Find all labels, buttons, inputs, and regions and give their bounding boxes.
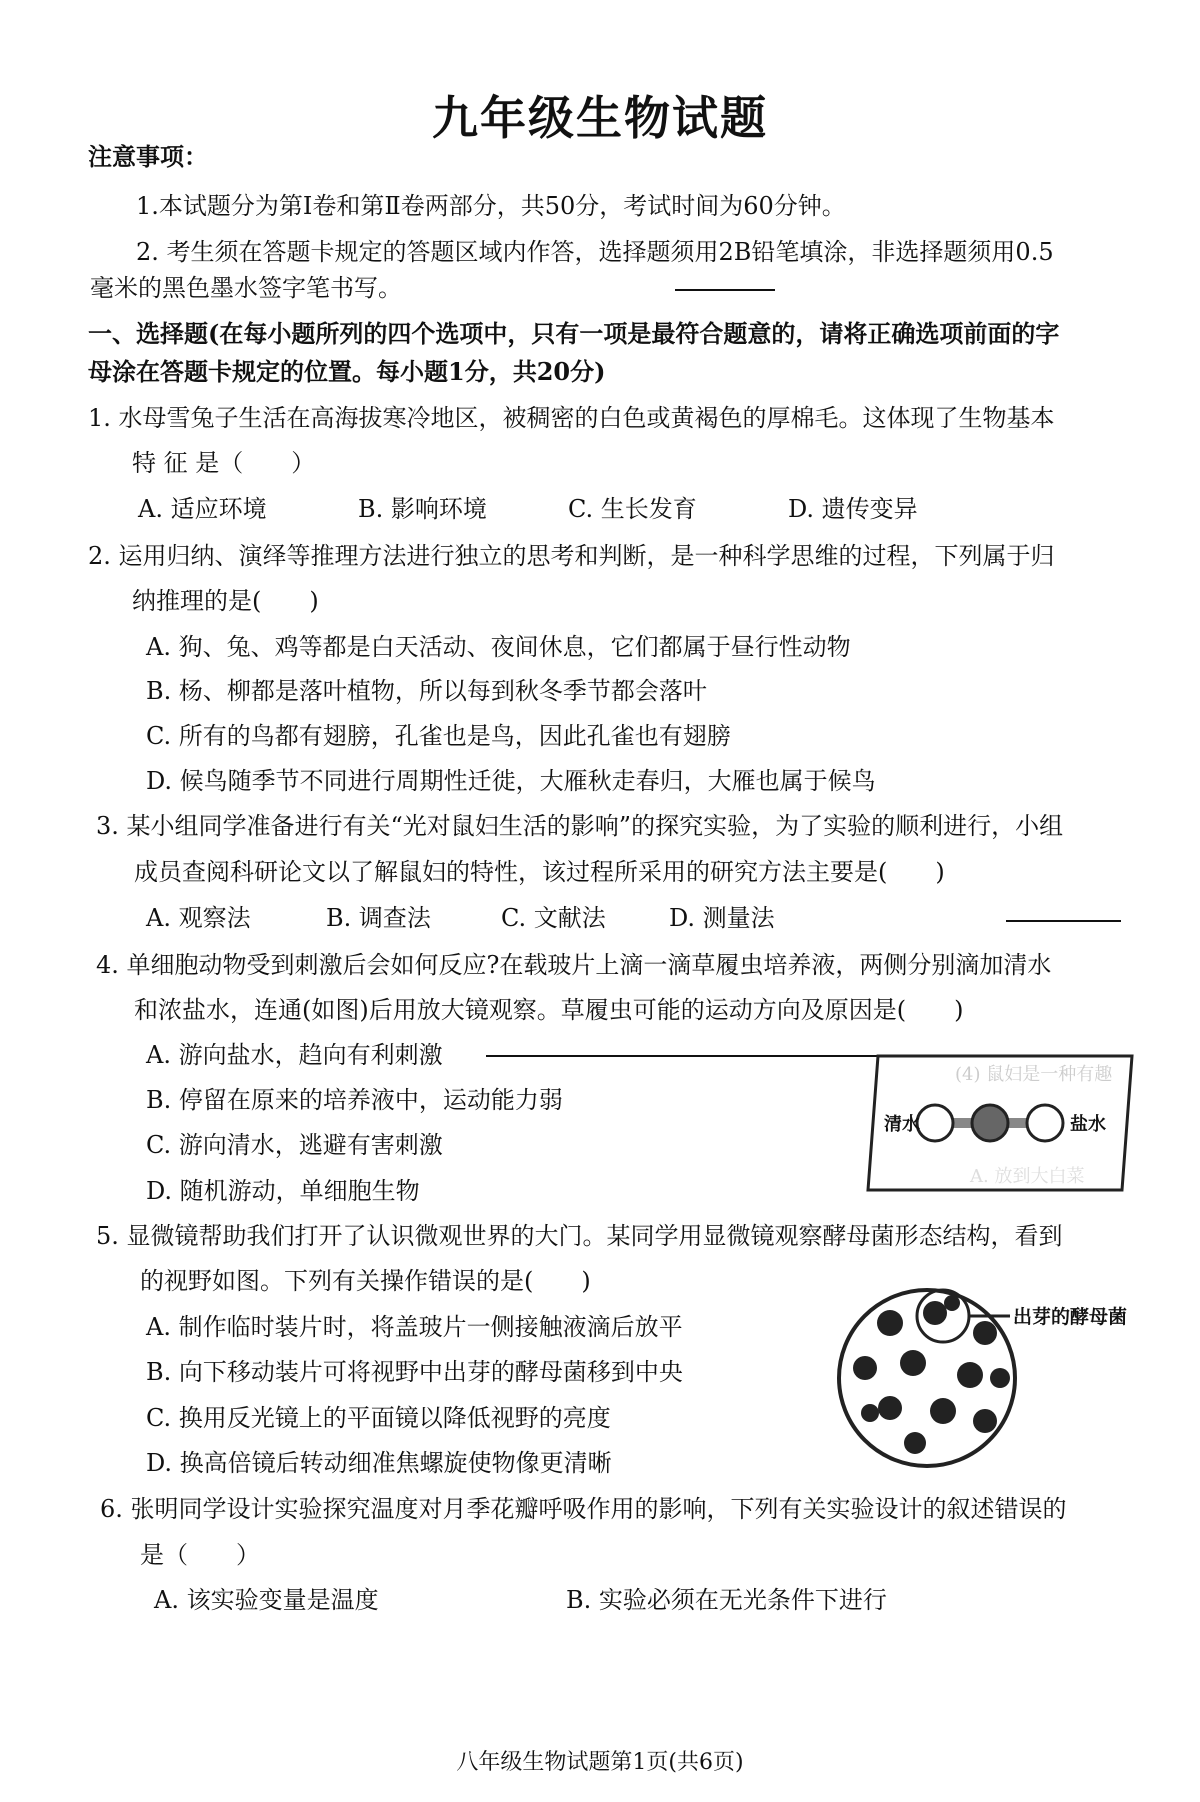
budding-yeast-label: 出芽的酵母菌 bbox=[1013, 1307, 1128, 1328]
question-4-stem-2: 和浓盐水，连通(如图)后用放大镜观察。草履虫可能的运动方向及原因是( ) bbox=[134, 996, 964, 1024]
question-2-option-c[interactable]: C. 所有的鸟都有翅膀，孔雀也是鸟，因此孔雀也有翅膀 bbox=[146, 722, 731, 750]
divider-line bbox=[1006, 920, 1121, 922]
question-3-stem: 3. 某小组同学准备进行有关“光对鼠妇生活的影响”的探究实验，为了实验的顺利进行，小组 bbox=[96, 812, 1064, 840]
question-5-stem-2: 的视野如图。下列有关操作错误的是( ) bbox=[140, 1267, 591, 1295]
notice-item-2b: 毫米的黑色墨水签字笔书写。 bbox=[90, 274, 402, 302]
question-2-option-a[interactable]: A. 狗、兔、鸡等都是白天活动、夜间休息，它们都属于昼行性动物 bbox=[146, 633, 851, 661]
option-a[interactable]: A. 该实验变量是温度 bbox=[154, 1586, 379, 1614]
question-5-option-c[interactable]: C. 换用反光镜上的平面镜以降低视野的亮度 bbox=[146, 1404, 611, 1432]
question-5-stem: 5. 显微镜帮助我们打开了认识微观世界的大门。某同学用显微镜观察酵母菌形态结构，看到 bbox=[96, 1222, 1063, 1250]
section-heading-1: 一、选择题(在每小题所列的四个选项中，只有一项是最符合题意的，请将正确选项前面的字 bbox=[88, 319, 1060, 348]
yeast-field-diagram bbox=[835, 1283, 1175, 1473]
option-c[interactable]: C. 文献法 bbox=[501, 904, 606, 932]
question-1-options bbox=[138, 494, 918, 524]
question-1-stem: 1. 水母雪兔子生活在高海拔寒冷地区，被稠密的白色或黄褐色的厚棉毛。这体现了生物基本 bbox=[88, 404, 1055, 432]
question-5-option-a[interactable]: A. 制作临时装片时，将盖玻片一侧接触液滴后放平 bbox=[146, 1313, 683, 1341]
microscope-view-figure bbox=[835, 1283, 1175, 1473]
question-4-option-a[interactable]: A. 游向盐水，趋向有利刺激 bbox=[146, 1041, 443, 1069]
question-2-stem-2: 纳推理的是( ) bbox=[132, 587, 319, 615]
question-5-option-b[interactable]: B. 向下移动装片可将视野中出芽的酵母菌移到中央 bbox=[146, 1358, 683, 1386]
slide-figure bbox=[860, 1050, 1140, 1196]
option-a[interactable]: A. 适应环境 bbox=[138, 495, 267, 523]
option-b[interactable]: B. 调查法 bbox=[326, 904, 431, 932]
option-b[interactable]: B. 实验必须在无光条件下进行 bbox=[566, 1586, 887, 1614]
option-a[interactable]: A. 观察法 bbox=[146, 904, 251, 932]
salt-water-label: 盐水 bbox=[1070, 1114, 1106, 1135]
question-5-option-d[interactable]: D. 换高倍镜后转动细准焦螺旋使物像更清晰 bbox=[146, 1449, 612, 1477]
question-2-stem: 2. 运用归纳、演绎等推理方法进行独立的思考和判断，是一种科学思维的过程，下列属于归 bbox=[88, 542, 1055, 570]
question-3-options bbox=[146, 903, 775, 933]
question-6-stem-2: 是（ ） bbox=[140, 1541, 260, 1569]
question-6-stem: 6. 张明同学设计实验探究温度对月季花瓣呼吸作用的影响，下列有关实验设计的叙述错误的 bbox=[100, 1495, 1067, 1523]
question-4-option-c[interactable]: C. 游向清水，逃避有害刺激 bbox=[146, 1131, 443, 1159]
svg-text:A. 放到大白菜: A. 放到大白菜 bbox=[970, 1166, 1085, 1187]
question-4-option-b[interactable]: B. 停留在原来的培养液中，运动能力弱 bbox=[146, 1086, 563, 1114]
question-3-stem-2: 成员查阅科研论文以了解鼠妇的特性，该过程所采用的研究方法主要是( ) bbox=[134, 858, 945, 886]
question-2-option-b[interactable]: B. 杨、柳都是落叶植物，所以每到秋冬季节都会落叶 bbox=[146, 677, 707, 705]
option-b[interactable]: B. 影响环境 bbox=[358, 495, 487, 523]
question-4-stem: 4. 单细胞动物受到刺激后会如何反应?在载玻片上滴一滴草履虫培养液，两侧分别滴加清水 bbox=[96, 951, 1052, 979]
option-d[interactable]: D. 遗传变异 bbox=[788, 495, 918, 523]
fresh-water-label: 清水 bbox=[884, 1114, 920, 1135]
svg-text:(4) 鼠妇是一种有趣: (4) 鼠妇是一种有趣 bbox=[955, 1064, 1113, 1085]
notice-item-1: 1.本试题分为第Ⅰ卷和第Ⅱ卷两部分，共50分，考试时间为60分钟。 bbox=[136, 192, 846, 220]
section-heading-2: 母涂在答题卡规定的位置。每小题1分，共20分) bbox=[88, 357, 606, 386]
page-title: 九年级生物试题 bbox=[432, 91, 768, 145]
question-2-option-d[interactable]: D. 候鸟随季节不同进行周期性迁徙，大雁秋走春归，大雁也属于候鸟 bbox=[146, 767, 876, 795]
question-1-stem-2: 特 征 是（ ） bbox=[132, 449, 316, 477]
slide-diagram bbox=[860, 1050, 1140, 1196]
question-6-options bbox=[154, 1585, 887, 1615]
divider-line bbox=[675, 289, 775, 291]
notice-item-2a: 2. 考生须在答题卡规定的答题区域内作答，选择题须用2B铅笔填涂，非选择题须用0.5 bbox=[136, 238, 1054, 266]
question-4-option-d[interactable]: D. 随机游动，单细胞生物 bbox=[146, 1177, 420, 1205]
page-footer: 八年级生物试题第1页(共6页) bbox=[456, 1750, 744, 1775]
option-d[interactable]: D. 测量法 bbox=[669, 904, 775, 932]
option-c[interactable]: C. 生长发育 bbox=[568, 495, 697, 523]
notice-heading: 注意事项： bbox=[88, 142, 208, 171]
